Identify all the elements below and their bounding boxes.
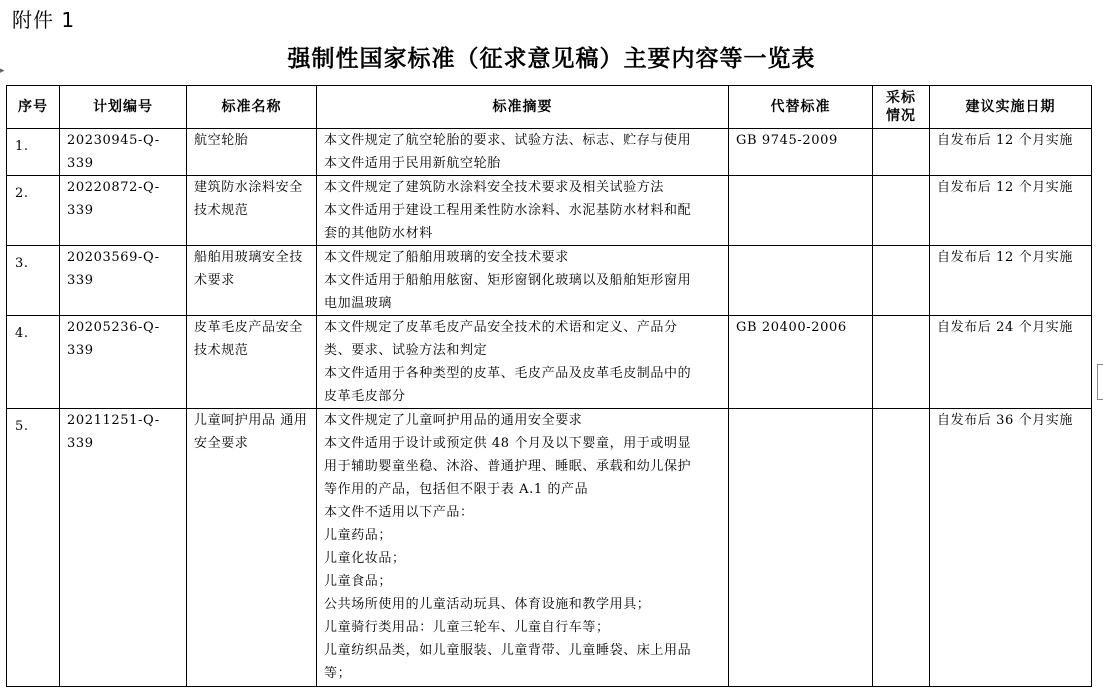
- summary-line: 等；: [324, 666, 352, 681]
- summary-line: 本文件规定了船舶用玻璃的安全技术要求: [324, 250, 569, 265]
- row-effective-date: 自发布后 12 个月实施: [937, 180, 1074, 195]
- summary-line: 电加温玻璃: [324, 296, 393, 311]
- row-no: 3.: [15, 256, 29, 271]
- summary-line: 儿童食品；: [324, 574, 393, 589]
- row-standard-name: 船舶用玻璃安全技术要求: [194, 250, 303, 288]
- summary-line: 套的其他防水材料: [324, 226, 433, 241]
- table-row: [7, 129, 1092, 176]
- summary-line: 公共场所使用的儿童活动玩具、体育设施和教学用具；: [324, 597, 651, 612]
- header-standard-name: 标准名称: [187, 86, 317, 129]
- header-plan-no: 计划编号: [60, 86, 187, 129]
- row-summary: [317, 316, 728, 408]
- row-summary: [317, 176, 728, 245]
- table-row: [7, 176, 1092, 246]
- summary-line: 本文件规定了皮革毛皮产品安全技术的术语和定义、产品分: [324, 320, 678, 335]
- summary-line: 儿童骑行类用品：儿童三轮车、儿童自行车等；: [324, 620, 610, 635]
- table-row: [7, 409, 1092, 687]
- header-summary: 标准摘要: [317, 86, 729, 129]
- page-title: 强制性国家标准（征求意见稿）主要内容等一览表: [287, 46, 816, 72]
- row-plan-no: 20230945-Q-339: [67, 133, 160, 171]
- summary-line: 儿童药品；: [324, 528, 393, 543]
- row-effective-date: 自发布后 12 个月实施: [937, 250, 1074, 265]
- row-summary: [317, 409, 728, 685]
- summary-line: 本文件规定了儿童呵护用品的通用安全要求: [324, 413, 583, 428]
- margin-marker-icon: ▸: [0, 66, 5, 76]
- standards-table: [6, 85, 1092, 687]
- header-adoption-label: 采标情况: [886, 90, 916, 124]
- summary-line: 类、要求、试验方法和判定: [324, 343, 488, 358]
- row-no: 5.: [15, 419, 29, 434]
- page-edge-marker: [1097, 364, 1103, 400]
- row-summary: [317, 246, 728, 315]
- row-replaces: GB 9745-2009: [736, 133, 838, 148]
- row-standard-name: 建筑防水涂料安全技术规范: [194, 180, 303, 218]
- summary-line: 本文件规定了建筑防水涂料安全技术要求及相关试验方法: [324, 180, 665, 195]
- header-replaces: 代替标准: [729, 86, 873, 129]
- row-standard-name: 皮革毛皮产品安全技术规范: [194, 320, 303, 358]
- row-no: 2.: [15, 186, 29, 201]
- summary-line: 本文件适用于各种类型的皮革、毛皮产品及皮革毛皮制品中的: [324, 366, 692, 381]
- row-no: 1.: [15, 139, 29, 154]
- attachment-label: 附件 1: [12, 8, 76, 32]
- row-standard-name: 儿童呵护用品 通用安全要求: [194, 413, 308, 451]
- header-adoption: [873, 86, 930, 129]
- summary-line: 皮革毛皮部分: [324, 389, 406, 404]
- summary-line: 本文件适用于船舶用舷窗、矩形窗钢化玻璃以及船舶矩形窗用: [324, 273, 692, 288]
- row-plan-no: 20205236-Q-339: [67, 320, 160, 358]
- header-effective-date: 建议实施日期: [930, 86, 1092, 129]
- summary-line: 等作用的产品，包括但不限于表 A.1 的产品: [324, 482, 589, 497]
- table-row: [7, 316, 1092, 409]
- row-effective-date: 自发布后 36 个月实施: [937, 413, 1074, 428]
- row-plan-no: 20203569-Q-339: [67, 250, 160, 288]
- row-effective-date: 自发布后 12 个月实施: [937, 133, 1074, 148]
- header-no: 序号: [7, 86, 60, 129]
- row-standard-name: 航空轮胎: [194, 133, 249, 148]
- table-header-row: [7, 86, 1092, 129]
- row-plan-no: 20211251-Q-339: [67, 413, 160, 451]
- summary-line: 本文件适用于民用新航空轮胎: [324, 156, 501, 171]
- summary-line: 用于辅助婴童坐稳、沐浴、普通护理、睡眠、承载和幼儿保护: [324, 459, 692, 474]
- table-row: [7, 246, 1092, 316]
- row-no: 4.: [15, 326, 29, 341]
- summary-line: 本文件适用于建设工程用柔性防水涂料、水泥基防水材料和配: [324, 203, 692, 218]
- row-replaces: GB 20400-2006: [736, 320, 847, 335]
- summary-line: 本文件不适用以下产品：: [324, 505, 474, 520]
- row-plan-no: 20220872-Q-339: [67, 180, 160, 218]
- summary-line: 本文件适用于设计或预定供 48 个月及以下婴童，用于或明显: [324, 436, 692, 451]
- row-effective-date: 自发布后 24 个月实施: [937, 320, 1074, 335]
- summary-line: 儿童化妆品；: [324, 551, 406, 566]
- row-summary: [317, 129, 728, 175]
- summary-line: 本文件规定了航空轮胎的要求、试验方法、标志、贮存与使用: [324, 133, 692, 148]
- summary-line: 儿童纺织品类，如儿童服装、儿童背带、儿童睡袋、床上用品: [324, 643, 692, 658]
